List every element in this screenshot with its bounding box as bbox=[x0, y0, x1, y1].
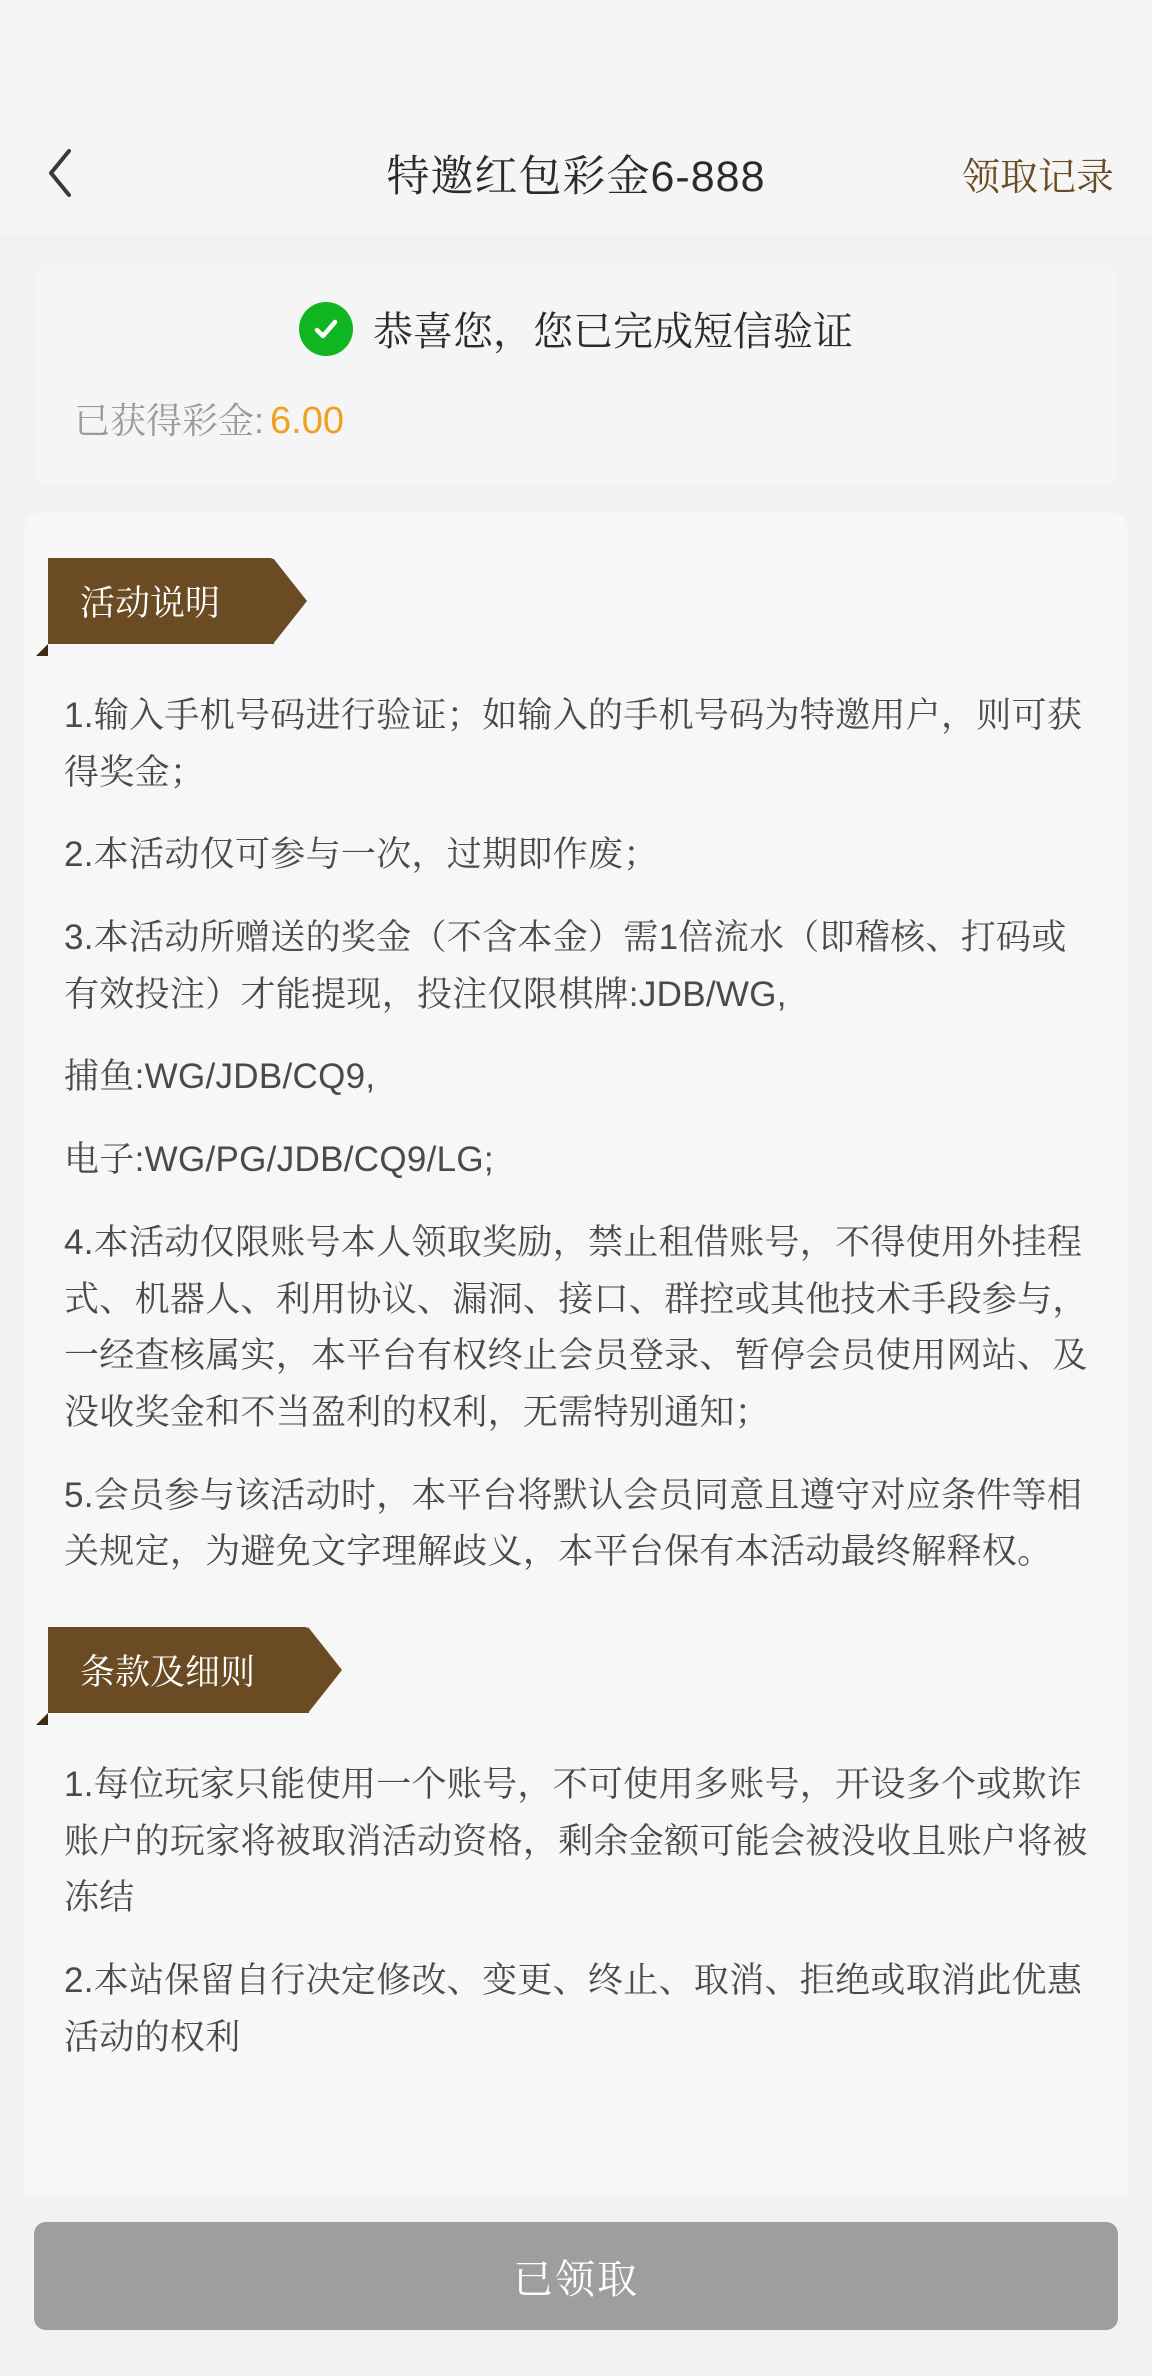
bonus-amount-value: 6.00 bbox=[270, 400, 344, 442]
rule-paragraph: 捕鱼:WG/JDB/CQ9, bbox=[64, 1057, 376, 1097]
bonus-amount-row bbox=[74, 393, 1078, 444]
verification-status-text: 恭喜您，您已完成短信验证 bbox=[373, 310, 853, 354]
claim-records-link[interactable]: 领取记录 bbox=[961, 156, 1114, 199]
footer-bar bbox=[0, 2196, 1152, 2376]
terms-paragraph: 2.本站保留自行决定修改、变更、终止、取消、拒绝或取消此优惠活动的权利 bbox=[64, 1961, 1083, 2057]
section-header-activity-rules bbox=[24, 512, 1128, 654]
verification-result-card bbox=[34, 264, 1118, 486]
rule-paragraph: 3.本活动所赠送的奖金（不含本金）需1倍流水（即稽核、打码或有效投注）才能提现，投注仅限棋牌:JDB/WG, bbox=[64, 918, 1067, 1014]
back-button[interactable] bbox=[30, 143, 90, 203]
bonus-amount-label: 已获得彩金: bbox=[74, 400, 265, 441]
rule-paragraph: 电子:WG/PG/JDB/CQ9/LG; bbox=[64, 1140, 494, 1180]
section-title: 活动说明 bbox=[48, 558, 274, 644]
rule-paragraph: 4.本活动仅限账号本人领取奖励，禁止租借账号，不得使用外挂程式、机器人、利用协议、漏洞、接口、群控或其他技术手段参与，一经查核属实，本平台有权终止会员登录、暂停会员使用网站、及没收奖金和不当盈利的权利，无需特别通知； bbox=[64, 1222, 1088, 1432]
verification-status-row bbox=[74, 300, 1078, 357]
rule-paragraph: 1.输入手机号码进行验证；如输入的手机号码为特邀用户，则可获得奖金； bbox=[64, 696, 1083, 792]
chevron-left-icon bbox=[43, 145, 77, 201]
scroll-area bbox=[24, 512, 1128, 2096]
status-bar bbox=[0, 0, 1152, 112]
rule-paragraph: 2.本活动仅可参与一次，过期即作废； bbox=[64, 835, 659, 875]
section-header-terms bbox=[24, 1581, 1128, 1723]
check-circle-icon bbox=[299, 302, 353, 356]
app-header bbox=[0, 112, 1152, 234]
activity-content-panel[interactable] bbox=[24, 512, 1128, 2196]
page-title: 特邀红包彩金6-888 bbox=[386, 152, 766, 201]
rule-paragraph: 5.会员参与该活动时，本平台将默认会员同意且遵守对应条件等相关规定，为避免文字理解歧义，本平台保有本活动最终解释权。 bbox=[64, 1475, 1083, 1572]
terms-paragraph: 1.每位玩家只能使用一个账号，不可使用多账号，开设多个或欺诈账户的玩家将被取消活动资格，剩余金额可能会被没收且账户将被冻结 bbox=[64, 1764, 1088, 1918]
claim-button[interactable]: 已领取 bbox=[34, 2222, 1118, 2330]
section-title: 条款及细则 bbox=[48, 1627, 309, 1713]
